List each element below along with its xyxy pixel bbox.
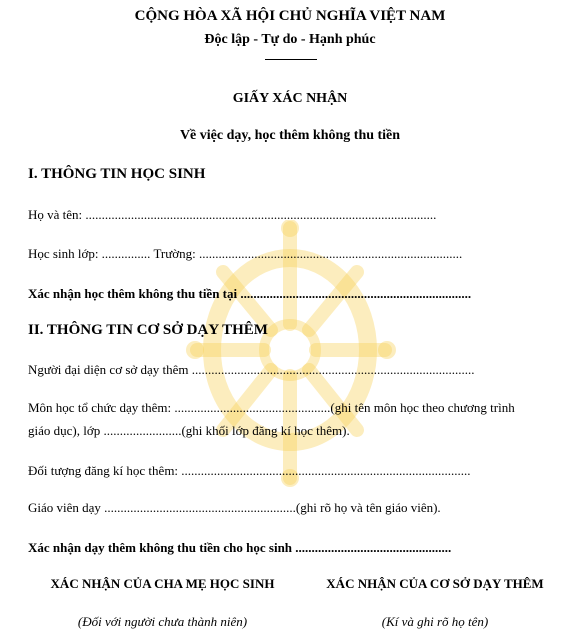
facility-representative-line: Người đại diện cơ sở dạy thêm .......................................................................................: [28, 362, 475, 377]
section-student-heading: I. THÔNG TIN HỌC SINH: [28, 166, 206, 182]
document-title: GIẤY XÁC NHẬN: [232, 91, 348, 106]
student-class-line: Học sinh lớp: ............... Trường: .................................................................................: [28, 246, 463, 261]
section-facility-heading: II. THÔNG TIN CƠ SỞ DẠY THÊM: [28, 322, 268, 338]
facility-signature-note: (Kí và ghi rõ họ tên): [381, 614, 489, 629]
subject-line-2: giáo dục), lớp ........................(ghi khối lớp đăng kí học thêm).: [28, 423, 350, 438]
document-subtitle: Về việc dạy, học thêm không thu tiền: [179, 128, 401, 143]
teaching-confirm-line: Xác nhận dạy thêm không thu tiền cho học sinh ................................................: [28, 540, 452, 555]
facility-signature-title: XÁC NHẬN CỦA CƠ SỞ DẠY THÊM: [326, 576, 544, 591]
parent-signature-title: XÁC NHẬN CỦA CHA MẸ HỌC SINH: [50, 576, 275, 591]
parent-signature-note: (Đối với người chưa thành niên): [77, 614, 248, 629]
country-name: CỘNG HÒA XÃ HỘI CHỦ NGHĨA VIỆT NAM: [134, 8, 446, 24]
subject-line-1: Môn học tổ chức dạy thêm: ................................................(ghi tên môn học theo chương trình: [28, 400, 515, 415]
motto-underline: [265, 59, 317, 60]
teacher-line: Giáo viên dạy ...........................................................(ghi rõ họ và tên giáo viên).: [28, 500, 441, 515]
national-motto: Độc lập - Tự do - Hạnh phúc: [204, 32, 376, 47]
student-name-line: Họ và tên: ............................................................................................................: [28, 207, 437, 222]
target-line: Đối tượng đăng kí học thêm: .........................................................................................: [28, 463, 471, 478]
student-confirm-line: Xác nhận học thêm không thu tiền tại .......................................................................: [28, 286, 472, 301]
